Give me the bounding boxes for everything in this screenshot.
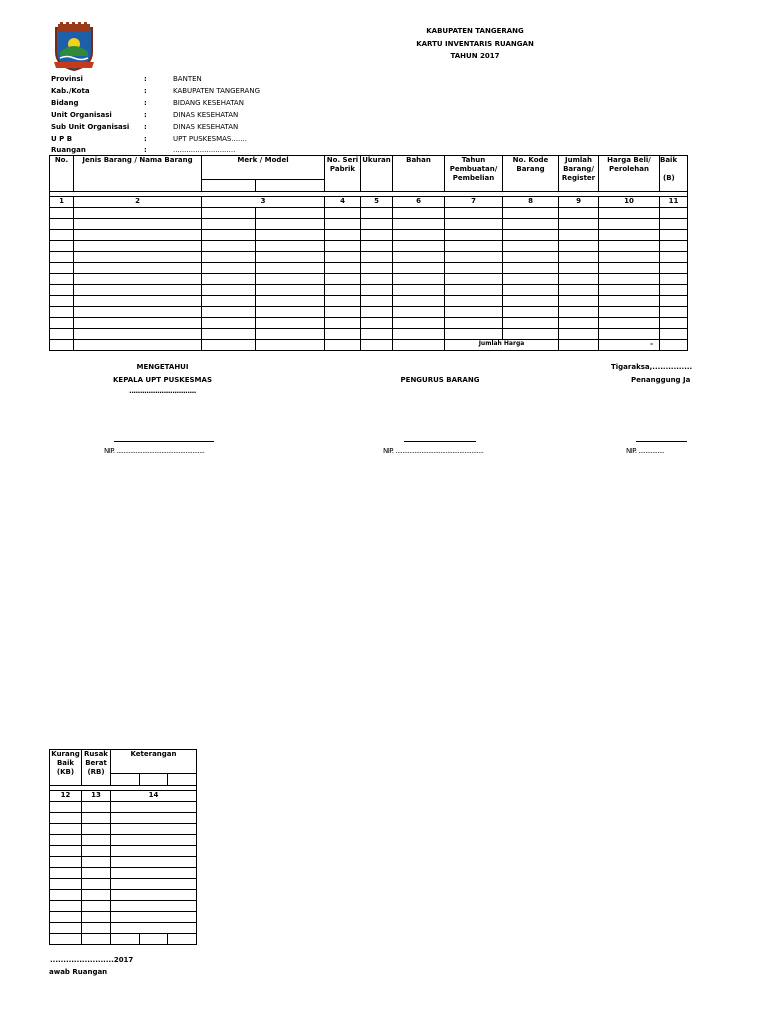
col-header-jenis-barang: Jenis Barang / Nama Barang [74,156,202,192]
info-label-kabkota: Kab./Kota [51,87,90,95]
col-number: 3 [202,197,325,208]
keterangan-subcell [111,774,140,786]
total-value: - [599,340,660,351]
sig-kepala-name: ............................... [129,387,196,395]
col-number: 13 [82,791,111,802]
table-row [50,263,688,274]
table-row [50,923,197,934]
merk-subcell [202,180,256,192]
col-number: 8 [503,197,559,208]
table-row [50,329,688,340]
table-row [50,307,688,318]
sig-penanggung: Penanggung Ja [631,376,691,384]
table-row [50,824,197,835]
signature-line [404,441,476,442]
info-colon: : [144,99,147,107]
col-header-harga: Harga Beli/ Perolehan [599,156,660,192]
footer-role: awab Ruangan [49,968,108,976]
col-number: 4 [325,197,361,208]
inventory-table [49,155,688,351]
col-header-no: No. [50,156,74,192]
col-header-jumlah: Jumlah Barang/ Register [559,156,599,192]
info-label-unit: Unit Organisasi [51,111,112,119]
col-number: 2 [74,197,202,208]
info-colon: : [144,146,147,154]
col-header-kurang-baik: Kurang Baik (KB) [50,750,82,786]
table-row [50,868,197,879]
info-value-kabkota: KABUPATEN TANGERANG [173,87,260,95]
signature-line [114,441,214,442]
col-header-bahan: Bahan [393,156,445,192]
col-number: 14 [111,791,197,802]
info-label-upb: U P B [51,135,73,143]
info-colon: : [144,87,147,95]
col-header-ukuran: Ukuran [361,156,393,192]
table-row [50,208,688,219]
kabupaten-tangerang-logo [52,22,96,72]
footer-date: ........................2017 [50,956,134,964]
sig-pengurus: PENGURUS BARANG [400,376,480,384]
keterangan-subcell [168,774,197,786]
info-value-bidang: BIDANG KESEHATAN [173,99,244,107]
col-number: 5 [361,197,393,208]
table-row [50,318,688,329]
condition-table [49,749,197,945]
col-header-no-seri: No. Seri Pabrik [325,156,361,192]
col-number: 7 [445,197,503,208]
table-row [50,846,197,857]
col-number: 12 [50,791,82,802]
table-row [50,230,688,241]
info-value-unit: DINAS KESEHATAN [173,111,239,119]
info-colon: : [144,111,147,119]
col-number: 9 [559,197,599,208]
col-number: 10 [599,197,660,208]
keterangan-subcell [140,774,168,786]
total-label: Jumlah Harga [445,340,559,351]
col-header-rusak-berat: Rusak Berat (RB) [82,750,111,786]
total-row [50,340,688,351]
table-row [50,879,197,890]
col-header-merk-model: Merk / Model [202,156,325,180]
col-number: 6 [393,197,445,208]
table-row [50,241,688,252]
header-year: TAHUN 2017 [450,52,500,60]
header-regency: KABUPATEN TANGERANG [426,27,524,35]
info-label-subunit: Sub Unit Organisasi [51,123,130,131]
col-number: 11 [660,197,688,208]
col-header-baik [660,156,688,192]
baik-sub: (B) [663,174,675,182]
info-label-provinsi: Provinsi [51,75,83,83]
table-row [50,857,197,868]
table-row [50,252,688,263]
info-label-bidang: Bidang [51,99,79,107]
sig-place-date: Tigaraksa,............... [611,363,693,371]
info-colon: : [144,75,147,83]
col-header-kode-barang: No. Kode Barang [503,156,559,192]
sig-kepala: KEPALA UPT PUSKESMAS [113,376,212,384]
info-colon: : [144,135,147,143]
col-number: 1 [50,197,74,208]
sig-nip-pengurus: NIP. ................................................... [383,447,484,455]
col-header-keterangan: Keterangan [111,750,197,774]
info-value-provinsi: BANTEN [173,75,202,83]
baik-label: Baik [660,156,678,164]
table-row [50,274,688,285]
table-row [50,912,197,923]
table-row [50,813,197,824]
sig-mengetahui: MENGETAHUI [136,363,189,371]
table-row [50,285,688,296]
table-row [50,296,688,307]
col-header-tahun: Tahun Pembuatan/ Pembelian [445,156,503,192]
table-row [50,802,197,813]
model-subcell [256,180,325,192]
table-row [50,901,197,912]
info-colon: : [144,123,147,131]
info-value-subunit: DINAS KESEHATAN [173,123,239,131]
info-value-upb: UPT PUSKESMAS....... [173,135,247,143]
info-label-ruangan: Ruangan [51,146,86,154]
sig-nip-kepala: NIP. ................................................... [104,447,205,455]
header-card-title: KARTU INVENTARIS RUANGAN [416,40,534,48]
table-row [50,219,688,230]
sig-nip-penanggung: NIP. ............... [626,447,665,455]
table-row [50,835,197,846]
table-row [50,934,197,945]
signature-line [636,441,687,442]
table-row [50,890,197,901]
info-value-ruangan: ............................ [173,146,236,154]
